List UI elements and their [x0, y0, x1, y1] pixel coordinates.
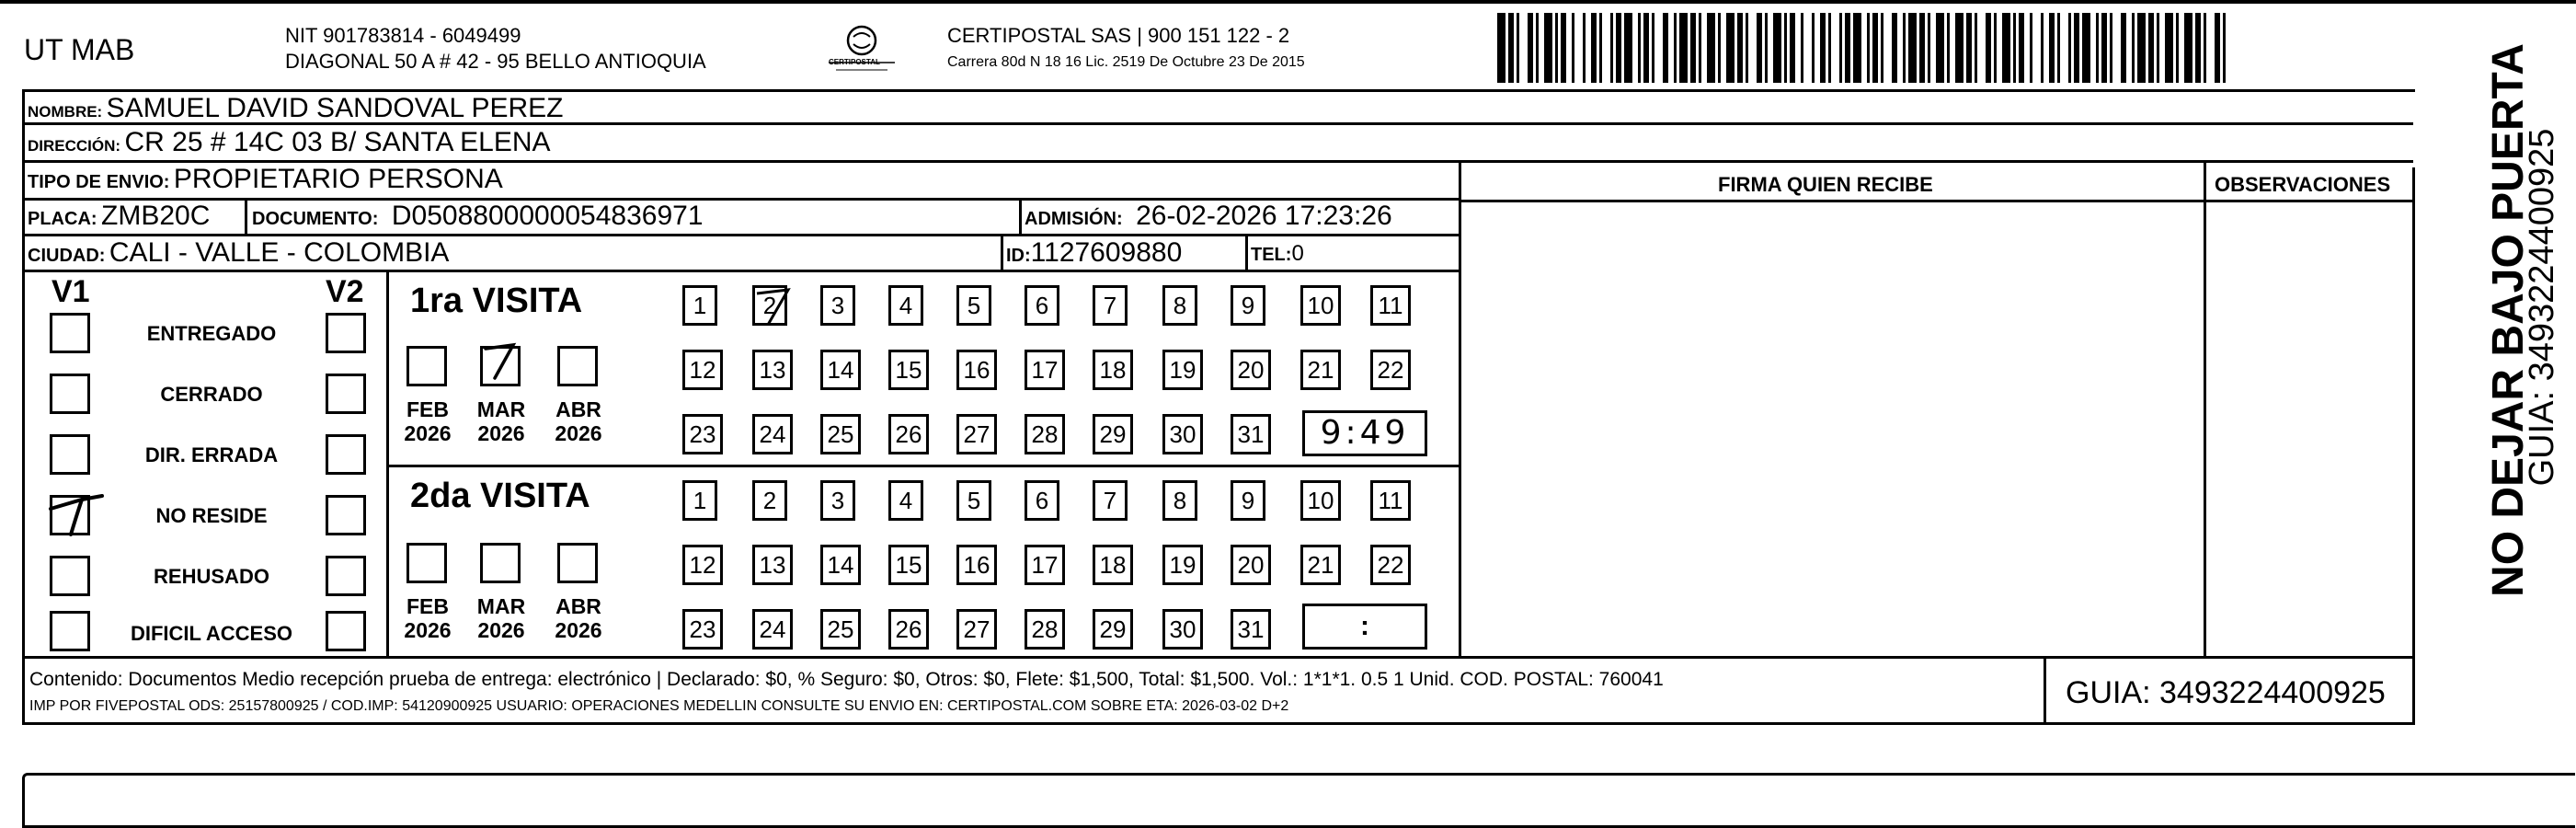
barcode-bar	[2195, 13, 2201, 83]
visit-2-day-13[interactable]: 13	[752, 545, 793, 585]
barcode-bar	[1536, 13, 1539, 83]
barcode-bar	[1966, 13, 1972, 83]
barcode-bar	[2049, 13, 2055, 83]
barcode-bar	[2223, 13, 2226, 83]
barcode-bar	[1919, 13, 1925, 83]
id-value: 1127609880	[1030, 237, 1183, 268]
admision-label: ADMISIÓN:	[1025, 209, 1123, 229]
barcode-bar	[1674, 13, 1677, 83]
visit-1-month-mar-label: MAR 2026	[476, 397, 526, 446]
sender-address: DIAGONAL 50 A # 42 - 95 BELLO ANTIOQUIA	[285, 50, 706, 73]
visit-1-time: 9:49	[1320, 414, 1410, 452]
visit-2-day-7[interactable]: 7	[1093, 480, 1128, 521]
frame-left	[22, 89, 25, 724]
barcode-bar	[1790, 13, 1795, 83]
v2-no-reside-checkbox[interactable]	[326, 495, 366, 535]
barcode-bar	[1561, 13, 1566, 83]
admision-sep	[1019, 198, 1022, 234]
barcode-bar	[1572, 13, 1574, 83]
visit-2-time: :	[1360, 611, 1369, 641]
visit-1-day-19[interactable]: 19	[1162, 350, 1203, 390]
barcode-bar	[1583, 13, 1586, 83]
visit-1-day-6[interactable]: 6	[1025, 285, 1059, 326]
barcode-bar	[1737, 13, 1743, 83]
status-cerrado: CERRADO	[160, 383, 263, 406]
status-dificil-acceso: DIFICIL ACCESO	[130, 622, 292, 645]
side-warning: NO DEJAR BAJO PUERTA	[2484, 43, 2533, 597]
barcode-bar	[1845, 13, 1850, 83]
barcode-bar	[2148, 13, 2154, 83]
barcode-bar	[1947, 13, 1950, 83]
frame-bottom	[22, 722, 2415, 725]
visit-2-day-16[interactable]: 16	[956, 545, 997, 585]
footer-guia: GUIA: 3493224400925	[2066, 675, 2386, 710]
barcode-bar	[1839, 13, 1842, 83]
visit-2-day-21[interactable]: 21	[1300, 545, 1341, 585]
v1-dificil-acceso-checkbox[interactable]	[50, 611, 90, 651]
tipo-value: PROPIETARIO PERSONA	[173, 164, 503, 194]
barcode-bar	[1908, 13, 1917, 83]
barcode-bar	[1903, 13, 1906, 83]
guia-box-left	[2044, 656, 2046, 724]
visit-2-day-2[interactable]: 2	[752, 480, 787, 521]
direccion-row	[28, 129, 551, 156]
barcode-bar	[1638, 13, 1641, 83]
barcode-bar	[1679, 13, 1688, 83]
visit-1-month-abr-label: ABR 2026	[555, 397, 602, 446]
visit-2-day-29[interactable]: 29	[1093, 609, 1133, 650]
barcode-bar	[1699, 13, 1701, 83]
visit-2-month-abr-checkbox[interactable]	[557, 543, 598, 583]
v1-label: V1	[52, 274, 90, 309]
tel-value: 0	[1291, 241, 1304, 266]
visit-2-day-24[interactable]: 24	[752, 609, 793, 650]
visit-1-day-12[interactable]: 12	[682, 350, 723, 390]
ciudad-value: CALI - VALLE - COLOMBIA	[109, 237, 450, 268]
barcode-bar	[1508, 13, 1514, 83]
visit-2-day-10[interactable]: 10	[1300, 480, 1341, 521]
id-sep	[1001, 234, 1003, 270]
barcode-bar	[1828, 13, 1831, 83]
row-line-6	[22, 656, 2413, 659]
documento-value: D0508800000054836971	[391, 201, 704, 231]
visit-1-day-31[interactable]: 31	[1231, 414, 1271, 454]
direccion-label: DIRECCIÓN:	[28, 137, 121, 155]
barcode-bar	[1812, 13, 1815, 83]
status-no-reside: NO RESIDE	[155, 504, 268, 527]
nombre-row	[28, 95, 563, 122]
visit-1-day-5[interactable]: 5	[956, 285, 991, 326]
visit-1-day-10[interactable]: 10	[1300, 285, 1341, 326]
visit-1-day-24[interactable]: 24	[752, 414, 793, 454]
placa-value: ZMB20C	[101, 201, 211, 231]
barcode-bar	[1955, 13, 1963, 83]
visit-1-day-7[interactable]: 7	[1093, 285, 1128, 326]
visit-1-title: 1ra VISITA	[410, 282, 583, 320]
ciudad-row	[28, 239, 449, 267]
barcode-bar	[1881, 13, 1883, 83]
barcode-bar	[1784, 13, 1787, 83]
tipo-row	[28, 166, 503, 193]
obs-label: OBSERVACIONES	[2215, 173, 2391, 196]
visit-2-day-27[interactable]: 27	[956, 609, 997, 650]
documento-label: DOCUMENTO:	[252, 209, 379, 229]
visit-1-day-18[interactable]: 18	[1093, 350, 1133, 390]
barcode-bar	[1599, 13, 1602, 83]
visit-1-day-23[interactable]: 23	[682, 414, 723, 454]
visit-2-day-28[interactable]: 28	[1025, 609, 1065, 650]
visit-2-day-8[interactable]: 8	[1162, 480, 1197, 521]
barcode-bar	[1517, 13, 1519, 83]
company-name: UT MAB	[24, 33, 135, 66]
visit-1-month-feb-checkbox[interactable]	[406, 346, 447, 386]
visit-2-day-20[interactable]: 20	[1231, 545, 1271, 585]
visit-2-day-15[interactable]: 15	[888, 545, 929, 585]
nit: NIT 901783814 - 6049499	[285, 24, 521, 47]
barcode-bar	[1765, 13, 1768, 83]
visit-1-day-1[interactable]: 1	[682, 285, 717, 326]
nombre-label: NOMBRE:	[28, 103, 103, 121]
visit-2-month-feb-label: FEB 2026	[404, 594, 452, 643]
visit-1-day-27[interactable]: 27	[956, 414, 997, 454]
status-dir-errada: DIR. ERRADA	[144, 443, 279, 466]
visit-1-time-box[interactable]	[1302, 410, 1427, 456]
v2-label: V2	[326, 274, 364, 309]
handwritten-seven-mark	[480, 341, 521, 382]
barcode-bar	[1801, 13, 1803, 83]
barcode-bar	[2137, 13, 2146, 83]
visit-1-day-20[interactable]: 20	[1231, 350, 1271, 390]
admision-row	[1025, 202, 1392, 230]
barcode-bar	[1820, 13, 1826, 83]
visit-1-day-15[interactable]: 15	[888, 350, 929, 390]
v1-cerrado-checkbox[interactable]	[50, 374, 90, 414]
admision-value: 26-02-2026 17:23:26	[1136, 201, 1392, 231]
row-line-2	[22, 160, 2413, 163]
visit-1-day-28[interactable]: 28	[1025, 414, 1065, 454]
visit-1-day-8[interactable]: 8	[1162, 285, 1197, 326]
barcode-bar	[2019, 13, 2024, 83]
visit-2-day-3[interactable]: 3	[820, 480, 855, 521]
visit-1-month-feb-label: FEB 2026	[404, 397, 452, 446]
barcode-bar	[2184, 13, 2192, 83]
barcode-bar	[1936, 13, 1944, 83]
visit-1-day-30[interactable]: 30	[1162, 414, 1203, 454]
footer-print-info: IMP POR FIVEPOSTAL ODS: 25157800925 / COD.IMP: 54120900925 USUARIO: OPERACIONES MEDELLIN CONSULTE SU ENVIO EN: CERTIPOSTAL.COM SOBRE ETA: 2026-03-02 D+2	[29, 698, 1289, 714]
visit-1-day-9[interactable]: 9	[1231, 285, 1265, 326]
visit-2-day-26[interactable]: 26	[888, 609, 929, 650]
barcode-bar	[1986, 13, 1991, 83]
handwritten-day-mark	[755, 288, 792, 328]
visit-2-day-30[interactable]: 30	[1162, 609, 1203, 650]
visit-2-day-22[interactable]: 22	[1370, 545, 1411, 585]
barcode-bar	[2068, 13, 2071, 83]
side-rotated	[2419, 18, 2575, 662]
nombre-value: SAMUEL DAVID SANDOVAL PEREZ	[106, 93, 564, 123]
visit-2-day-18[interactable]: 18	[1093, 545, 1133, 585]
barcode-bar	[2157, 13, 2159, 83]
barcode-bar	[1497, 13, 1506, 83]
visit-2-day-9[interactable]: 9	[1231, 480, 1265, 521]
row-line-obs	[1460, 200, 2413, 202]
sign-col-left	[1459, 160, 1461, 657]
status-entregado: ENTREGADO	[146, 322, 277, 345]
visit-1-day-16[interactable]: 16	[956, 350, 997, 390]
tel-row	[1251, 243, 1304, 265]
barcode-bar	[1867, 13, 1870, 83]
barcode-bar	[1928, 13, 1930, 83]
placa-sep	[245, 198, 247, 234]
barcode-bar	[1892, 13, 1897, 83]
visit-2-time-box[interactable]	[1302, 604, 1427, 650]
barcode-bar	[2041, 13, 2044, 83]
visit-2-month-feb-checkbox[interactable]	[406, 543, 447, 583]
visit-2-month-mar-label: MAR 2026	[476, 594, 526, 643]
top-rule	[0, 0, 2576, 4]
row-line-4	[22, 234, 1459, 236]
barcode-bar	[2110, 13, 2112, 83]
barcode-bar	[1616, 13, 1621, 83]
carrier-logo	[823, 24, 900, 75]
tel-sep	[1245, 234, 1248, 270]
barcode-bar	[2215, 13, 2220, 83]
barcode-bar	[1853, 13, 1861, 83]
visit-1-day-17[interactable]: 17	[1025, 350, 1065, 390]
v2-rehusado-checkbox[interactable]	[326, 556, 366, 596]
visit-2-month-mar-checkbox[interactable]	[480, 543, 521, 583]
v1-no-reside-checkbox[interactable]	[50, 495, 90, 535]
barcode-bar	[2074, 13, 2079, 83]
barcode-bar	[1652, 13, 1654, 83]
obs-col-left	[2204, 160, 2206, 657]
visit-1-day-2[interactable]: 2	[752, 285, 787, 326]
next-label-edge	[22, 773, 2575, 828]
barcode-bar	[1690, 13, 1696, 83]
visit-2-month-abr-label: ABR 2026	[555, 594, 602, 643]
barcode-bar	[1746, 13, 1748, 83]
barcode-bar	[2121, 13, 2126, 83]
tel-label: TEL:	[1251, 245, 1292, 265]
visit-1-month-abr-checkbox[interactable]	[557, 346, 598, 386]
barcode-bar	[1610, 13, 1613, 83]
barcode-bar	[1591, 13, 1597, 83]
visit-2-day-5[interactable]: 5	[956, 480, 991, 521]
visit-2-day-4[interactable]: 4	[888, 480, 923, 521]
barcode-bar	[1975, 13, 1977, 83]
barcode-bar	[1643, 13, 1649, 83]
barcode-bar	[1663, 13, 1668, 83]
barcode-bar	[1726, 13, 1735, 83]
visit-1-day-26[interactable]: 26	[888, 414, 929, 454]
visit-1-day-29[interactable]: 29	[1093, 414, 1133, 454]
v1-rehusado-checkbox[interactable]	[50, 556, 90, 596]
v1-dir-errada-checkbox[interactable]	[50, 434, 90, 475]
barcode-bar	[1773, 13, 1781, 83]
visit-1-day-4[interactable]: 4	[888, 285, 923, 326]
visit-2-day-25[interactable]: 25	[820, 609, 861, 650]
documento-row	[252, 202, 704, 230]
v1-entregado-checkbox[interactable]	[50, 313, 90, 353]
visit-1-day-21[interactable]: 21	[1300, 350, 1341, 390]
barcode-bar	[1624, 13, 1632, 83]
logo-text: CERTIPOSTAL	[829, 58, 880, 66]
visit-1-month-mar-checkbox[interactable]	[480, 346, 521, 386]
barcode-bar	[2030, 13, 2032, 83]
visit-1-day-3[interactable]: 3	[820, 285, 855, 326]
placa-row	[28, 202, 210, 230]
barcode-bar	[1718, 13, 1721, 83]
handwritten-check-mark	[45, 489, 109, 544]
barcode-bar	[2002, 13, 2010, 83]
visit-2-day-31[interactable]: 31	[1231, 609, 1271, 650]
frame-top	[22, 89, 2415, 92]
barcode-bar	[1555, 13, 1558, 83]
barcode-bar	[1757, 13, 1762, 83]
status-rehusado: REHUSADO	[154, 565, 269, 588]
frame-right	[2412, 167, 2415, 724]
row-line-5	[22, 270, 1459, 272]
barcode-bar	[2013, 13, 2016, 83]
carrier-name: CERTIPOSTAL SAS | 900 151 122 - 2	[947, 24, 1290, 47]
barcode-bar	[1707, 13, 1715, 83]
barcode-bar	[2176, 13, 2179, 83]
visit-2-day-23[interactable]: 23	[682, 609, 723, 650]
visit-1-day-22[interactable]: 22	[1370, 350, 1411, 390]
v2-entregado-checkbox[interactable]	[326, 313, 366, 353]
carrier-license: Carrera 80d N 18 16 Lic. 2519 De Octubre 23 De 2015	[947, 54, 1305, 70]
footer-contents: Contenido: Documentos Medio recepción prueba de entrega: electrónico | Declarado: $0, % Seguro: $0, Otros: $0, Flete: $1,500, Total: $1,500. Vol.: 1*1*1. 0.5 1 Unid. COD. POSTAL: 760041	[29, 669, 1664, 690]
visit-2-day-19[interactable]: 19	[1162, 545, 1203, 585]
v2-cerrado-checkbox[interactable]	[326, 374, 366, 414]
barcode-bar	[2204, 13, 2206, 83]
barcode-bar	[2096, 13, 2099, 83]
direccion-value: CR 25 # 14C 03 B/ SANTA ELENA	[124, 127, 551, 157]
visit-1-day-11[interactable]: 11	[1370, 285, 1411, 326]
v2-dir-errada-checkbox[interactable]	[326, 434, 366, 475]
ciudad-label: CIUDAD:	[28, 246, 106, 266]
barcode-bar	[2165, 13, 2173, 83]
barcode-bar	[1528, 13, 1533, 83]
side-guia: GUIA: 3493224400925	[2523, 128, 2561, 487]
visit-1-day-13[interactable]: 13	[752, 350, 793, 390]
visit-2-day-14[interactable]: 14	[820, 545, 861, 585]
barcode-bar	[2082, 13, 2090, 83]
tipo-label: TIPO DE ENVIO:	[28, 172, 170, 192]
firma-label: FIRMA QUIEN RECIBE	[1718, 173, 1933, 196]
placa-label: PLACA:	[28, 209, 97, 229]
visit-2-day-1[interactable]: 1	[682, 480, 717, 521]
barcode-bar	[2101, 13, 2107, 83]
visit-2-day-11[interactable]: 11	[1370, 480, 1411, 521]
barcode-bar	[1872, 13, 1878, 83]
status-sep	[386, 270, 389, 656]
barcode-bar	[2132, 13, 2135, 83]
visit-2-day-17[interactable]: 17	[1025, 545, 1065, 585]
visit-2-title: 2da VISITA	[410, 477, 590, 515]
visit-2-day-6[interactable]: 6	[1025, 480, 1059, 521]
id-label: ID:	[1006, 246, 1031, 266]
barcode-bar	[1544, 13, 1552, 83]
barcode-bar	[1994, 13, 1997, 83]
id-row	[1006, 239, 1182, 267]
visit-1-day-25[interactable]: 25	[820, 414, 861, 454]
barcode	[1497, 13, 2233, 83]
visit-1-day-14[interactable]: 14	[820, 350, 861, 390]
barcode-bar	[2057, 13, 2060, 83]
v2-dificil-acceso-checkbox[interactable]	[326, 611, 366, 651]
visit-2-day-12[interactable]: 12	[682, 545, 723, 585]
visit-sep	[386, 465, 1460, 467]
